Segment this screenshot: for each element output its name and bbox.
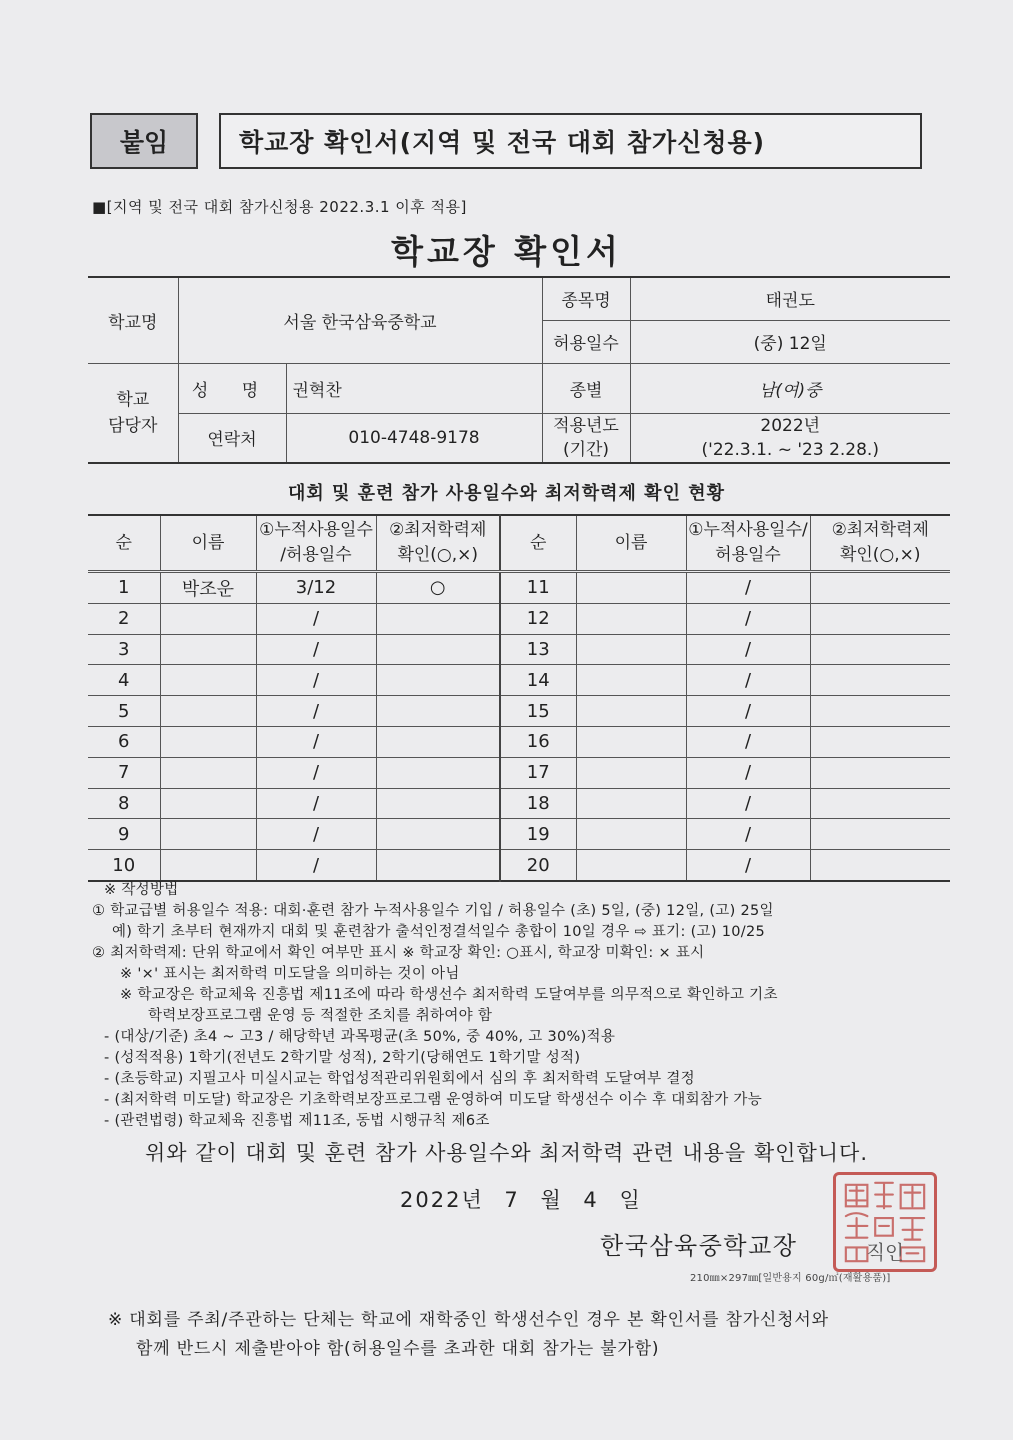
name-value: 권혁찬 (286, 363, 542, 413)
contact-label: 연락처 (178, 413, 286, 463)
row-name (160, 634, 256, 665)
row-number-right: 20 (500, 850, 576, 881)
status-rows (88, 572, 950, 881)
note-line: - (최저학력 미도달) 학교장은 기초학력보장프로그램 운영하여 미도달 학생선수 이수 후 대회참가 가능 (104, 1092, 763, 1108)
row-name-right (576, 696, 686, 727)
row-number-right: 12 (500, 603, 576, 634)
row-name-right (576, 603, 686, 634)
seal-icon (836, 1175, 934, 1269)
school-name-label: 학교명 (88, 277, 178, 363)
submission-note-line: ※ 대회를 주최/주관하는 단체는 학교에 재학중인 학생선수인 경우 본 확인서를 참가신청서와 (108, 1310, 829, 1330)
seal-label: 직인 (866, 1241, 904, 1265)
manager-label: 학교 담당자 (88, 363, 178, 463)
row-check-right (810, 850, 950, 881)
header-no: 순 (88, 515, 160, 572)
row-name (160, 757, 256, 788)
row-name-right (576, 572, 686, 604)
row-days-right: / (686, 757, 810, 788)
row-days-right: / (686, 788, 810, 819)
sport-value: 태권도 (630, 277, 950, 320)
row-check: ○ (376, 572, 500, 604)
year-label: 적용년도 (기간) (542, 413, 630, 463)
status-table (88, 514, 950, 882)
table-row (88, 603, 950, 634)
row-name (160, 665, 256, 696)
row-name (160, 696, 256, 727)
allowed-days-value: (중) 12일 (630, 320, 950, 363)
row-check (376, 819, 500, 850)
note-line: ① 학교급별 허용일수 적용: 대회·훈련 참가 누적사용일수 기입 / 허용일수 (초) 5일, (중) 12일, (고) 25일 (92, 903, 774, 919)
row-check (376, 696, 500, 727)
row-name (160, 819, 256, 850)
note-line: ※ 학교장은 학교체육 진흥법 제11조에 따라 학생선수 최저학력 도달여부를 의무적으로 확인하고 기초 (120, 987, 778, 1003)
row-days-right: / (686, 634, 810, 665)
document-heading-label: 학교장 확인서(지역 및 전국 대회 참가신청용) (239, 128, 766, 157)
header-days: ①누적사용일수 /허용일수 (256, 515, 376, 572)
row-name-right (576, 850, 686, 881)
row-name-right (576, 726, 686, 757)
writing-guide (92, 880, 952, 1132)
row-number: 2 (88, 603, 160, 634)
row-check-right (810, 634, 950, 665)
gender-value: 남(여)중 (630, 363, 950, 413)
row-check (376, 757, 500, 788)
row-check (376, 634, 500, 665)
table-row (88, 634, 950, 665)
table-row (88, 726, 950, 757)
table-row (88, 850, 950, 881)
note-line: - (관련법령) 학교체육 진흥법 제11조, 동법 시행규칙 제6조 (104, 1113, 490, 1129)
table-row (88, 757, 950, 788)
gender-label: 종별 (542, 363, 630, 413)
row-number-right: 17 (500, 757, 576, 788)
row-name: 박조운 (160, 572, 256, 604)
row-number: 5 (88, 696, 160, 727)
row-name-right (576, 788, 686, 819)
row-number: 10 (88, 850, 160, 881)
allowed-days-label: 허용일수 (542, 320, 630, 363)
page-title: 학교장 확인서 (391, 232, 622, 271)
row-days-right: / (686, 850, 810, 881)
paper-spec: 210㎜×297㎜[일반용지 60g/㎡(재활용품)] (690, 1273, 891, 1284)
row-number: 1 (88, 572, 160, 604)
header-check-right: ②최저학력제 확인(○,×) (810, 515, 950, 572)
official-seal-stamp (833, 1172, 937, 1272)
year-period: ('22.3.1. ~ '23 2.28.) (701, 439, 879, 460)
header-no-right: 순 (500, 515, 576, 572)
row-name (160, 603, 256, 634)
row-days: / (256, 788, 376, 819)
row-days-right: / (686, 572, 810, 604)
row-name (160, 850, 256, 881)
issue-date: 2022년 7 월 4 일 (400, 1188, 642, 1212)
row-name-right (576, 665, 686, 696)
row-number: 7 (88, 757, 160, 788)
row-days: / (256, 819, 376, 850)
table-row (88, 788, 950, 819)
confirmation-statement: 위와 같이 대회 및 훈련 참가 사용일수와 최저학력 관련 내용을 확인합니다. (144, 1141, 868, 1165)
header-name: 이름 (160, 515, 256, 572)
contact-value: 010-4748-9178 (286, 413, 542, 463)
row-name-right (576, 757, 686, 788)
status-section-title: 대회 및 훈련 참가 사용일수와 최저학력제 확인 현황 (287, 483, 725, 504)
row-days: / (256, 634, 376, 665)
row-number: 4 (88, 665, 160, 696)
row-number: 6 (88, 726, 160, 757)
row-name (160, 726, 256, 757)
row-days: / (256, 696, 376, 727)
row-number-right: 15 (500, 696, 576, 727)
row-number: 9 (88, 819, 160, 850)
year-value: 2022년 (760, 415, 821, 436)
row-days-right: / (686, 819, 810, 850)
row-days-right: / (686, 603, 810, 634)
table-row (88, 819, 950, 850)
attachment-tag-label: 붙임 (119, 128, 169, 157)
row-check-right (810, 757, 950, 788)
row-check-right (810, 726, 950, 757)
row-check (376, 850, 500, 881)
row-number-right: 13 (500, 634, 576, 665)
row-number-right: 18 (500, 788, 576, 819)
submission-note (108, 1306, 928, 1364)
row-number-right: 19 (500, 819, 576, 850)
document-heading (219, 113, 922, 169)
note-line: ※ 작성방법 (104, 882, 179, 898)
submission-note-line: 함께 반드시 제출받아야 함(허용일수를 초과한 대회 참가는 불가함) (136, 1339, 660, 1359)
row-days-right: / (686, 696, 810, 727)
note-line: 예) 학기 초부터 현재까지 대회 및 훈련참가 출석인정결석일수 총합이 10일 경우 ⇨ 표기: (고) 10/25 (112, 924, 766, 940)
row-check (376, 603, 500, 634)
row-check-right (810, 819, 950, 850)
note-line: - (성적적용) 1학기(전년도 2학기말 성적), 2학기(당해연도 1학기말 성적) (104, 1050, 581, 1066)
name-label: 성 명 (178, 363, 286, 413)
row-days: / (256, 757, 376, 788)
note-line: 학력보장프로그램 운영 등 적절한 조치를 취하여야 함 (148, 1008, 493, 1024)
row-days: / (256, 726, 376, 757)
school-name-value: 서울 한국삼육중학교 (178, 277, 542, 363)
applicable-note: ■[지역 및 전국 대회 참가신청용 2022.3.1 이후 적용] (92, 198, 467, 216)
row-check-right (810, 788, 950, 819)
row-days: / (256, 850, 376, 881)
row-number: 3 (88, 634, 160, 665)
row-name (160, 788, 256, 819)
note-line: ※ '×' 표시는 최저학력 미도달을 의미하는 것이 아님 (120, 966, 460, 982)
header-days-right: ①누적사용일수/ 허용일수 (686, 515, 810, 572)
row-number-right: 14 (500, 665, 576, 696)
note-line: - (초등학교) 지필고사 미실시교는 학업성적관리위원회에서 심의 후 최저학력 도달여부 결정 (104, 1071, 695, 1087)
row-days-right: / (686, 665, 810, 696)
row-check-right (810, 665, 950, 696)
header-name-right: 이름 (576, 515, 686, 572)
year-cell (630, 413, 950, 463)
row-check (376, 726, 500, 757)
row-name-right (576, 819, 686, 850)
school-info-table (88, 276, 950, 464)
row-name-right (576, 634, 686, 665)
row-days-right: / (686, 726, 810, 757)
table-row (88, 572, 950, 604)
row-check-right (810, 696, 950, 727)
header-check: ②최저학력제 확인(○,×) (376, 515, 500, 572)
sport-label: 종목명 (542, 277, 630, 320)
row-days: / (256, 665, 376, 696)
row-days: 3/12 (256, 572, 376, 604)
row-check-right (810, 603, 950, 634)
note-line: - (대상/기준) 초4 ~ 고3 / 해당학년 과목평균(초 50%, 중 40%, 고 30%)적용 (104, 1029, 616, 1045)
row-check (376, 788, 500, 819)
row-number-right: 16 (500, 726, 576, 757)
note-line: ② 최저학력제: 단위 학교에서 확인 여부만 표시 ※ 학교장 확인: ○표시, 학교장 미확인: × 표시 (92, 945, 705, 961)
row-days: / (256, 603, 376, 634)
principal-signature: 한국삼육중학교장 (600, 1232, 798, 1260)
row-check-right (810, 572, 950, 604)
table-row (88, 665, 950, 696)
table-row (88, 696, 950, 727)
row-number: 8 (88, 788, 160, 819)
row-check (376, 665, 500, 696)
row-number-right: 11 (500, 572, 576, 604)
attachment-tag (90, 113, 198, 169)
